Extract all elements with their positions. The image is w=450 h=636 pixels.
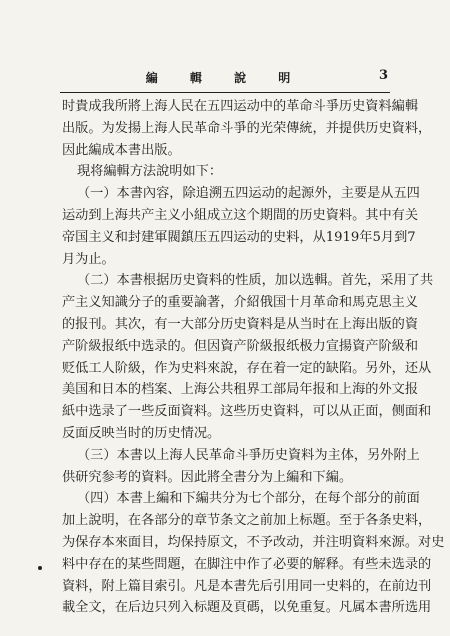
text-line: 贬低工人阶級，作为史料來說，存在着一定的缺陷。另外，还从 — [62, 360, 432, 376]
text-line: （二）本書根据历史資料的性质，加以选輯。首先，采用了共 — [77, 273, 434, 289]
page-number: 3 — [378, 68, 388, 83]
header-title: 編 輯 說 明 — [145, 71, 305, 85]
text-line: 产主义知識分子的重要論著，介紹俄国十月革命和馬克思主义 — [62, 295, 419, 311]
running-header — [60, 62, 390, 93]
text-line: （一）本書內容，除追溯五四运动的起源外，主要是从五四 — [77, 186, 420, 202]
text-line: 美国和日本的档案、上海公共租界工部局年报和上海的外文报 — [62, 382, 419, 398]
text-line: （四）本書上編和下編共分为七个部分，在每个部分的前面 — [77, 491, 420, 507]
text-line: （三）本書以上海人民革命斗爭历史資料为主体，另外附上 — [77, 447, 420, 463]
text-line: 反面反映当时的历史情况。 — [62, 425, 221, 441]
text-line: 为保存本來面目，均保持原文，不予改动，并注明資料來源。对史 — [62, 534, 445, 550]
text-line: 紙中选录了一些反面資料。这些历史資料，可以从正面，侧面和 — [62, 404, 432, 420]
body-text — [62, 96, 445, 619]
text-line: 运动到上海共产主义小組成立这个期間的历史資料。其中有关 — [62, 207, 419, 223]
text-line: 帝国主义和封建軍閥鎮压五四运动的史料，从1919年5月到7 — [62, 229, 416, 245]
text-line: 料中存在的某些問題，在脚注中作了必要的解释。有些未选录的 — [62, 556, 432, 572]
text-line: 产阶級报纸中选录的。但因資产阶級报纸极力宣揚資产阶級和 — [62, 338, 419, 354]
text-line: 供研究参考的資料。因此將全書分为上編和下編。 — [62, 469, 353, 485]
text-line: 因此編成本書出版。 — [62, 142, 181, 158]
text-line: 的报刊。其次，有一大部分历史資料是从当时在上海出版的資 — [62, 316, 419, 332]
text-line: 現将編輯方法說明如下： — [77, 164, 223, 180]
text-line: 加上說明，在各部分的章节条文之前加上标題。至于各条史料， — [62, 513, 432, 529]
margin-mark — [38, 566, 42, 570]
text-line: 月为止。 — [62, 251, 115, 267]
text-line: 出版。为发揚上海人民革命斗爭的光荣傳統，并提供历史資料， — [62, 120, 432, 136]
text-line: 資料，附上篇目索引。凡是本書先后引用同一史料的，在前边刊 — [62, 578, 432, 594]
text-line: 时貴成我所將上海人民在五四运动中的革命斗爭历史資料編輯 — [62, 99, 419, 114]
text-line: 載全文，在后边只列入标題及頁碼，以免重复。凡属本書所选用 — [62, 600, 432, 616]
